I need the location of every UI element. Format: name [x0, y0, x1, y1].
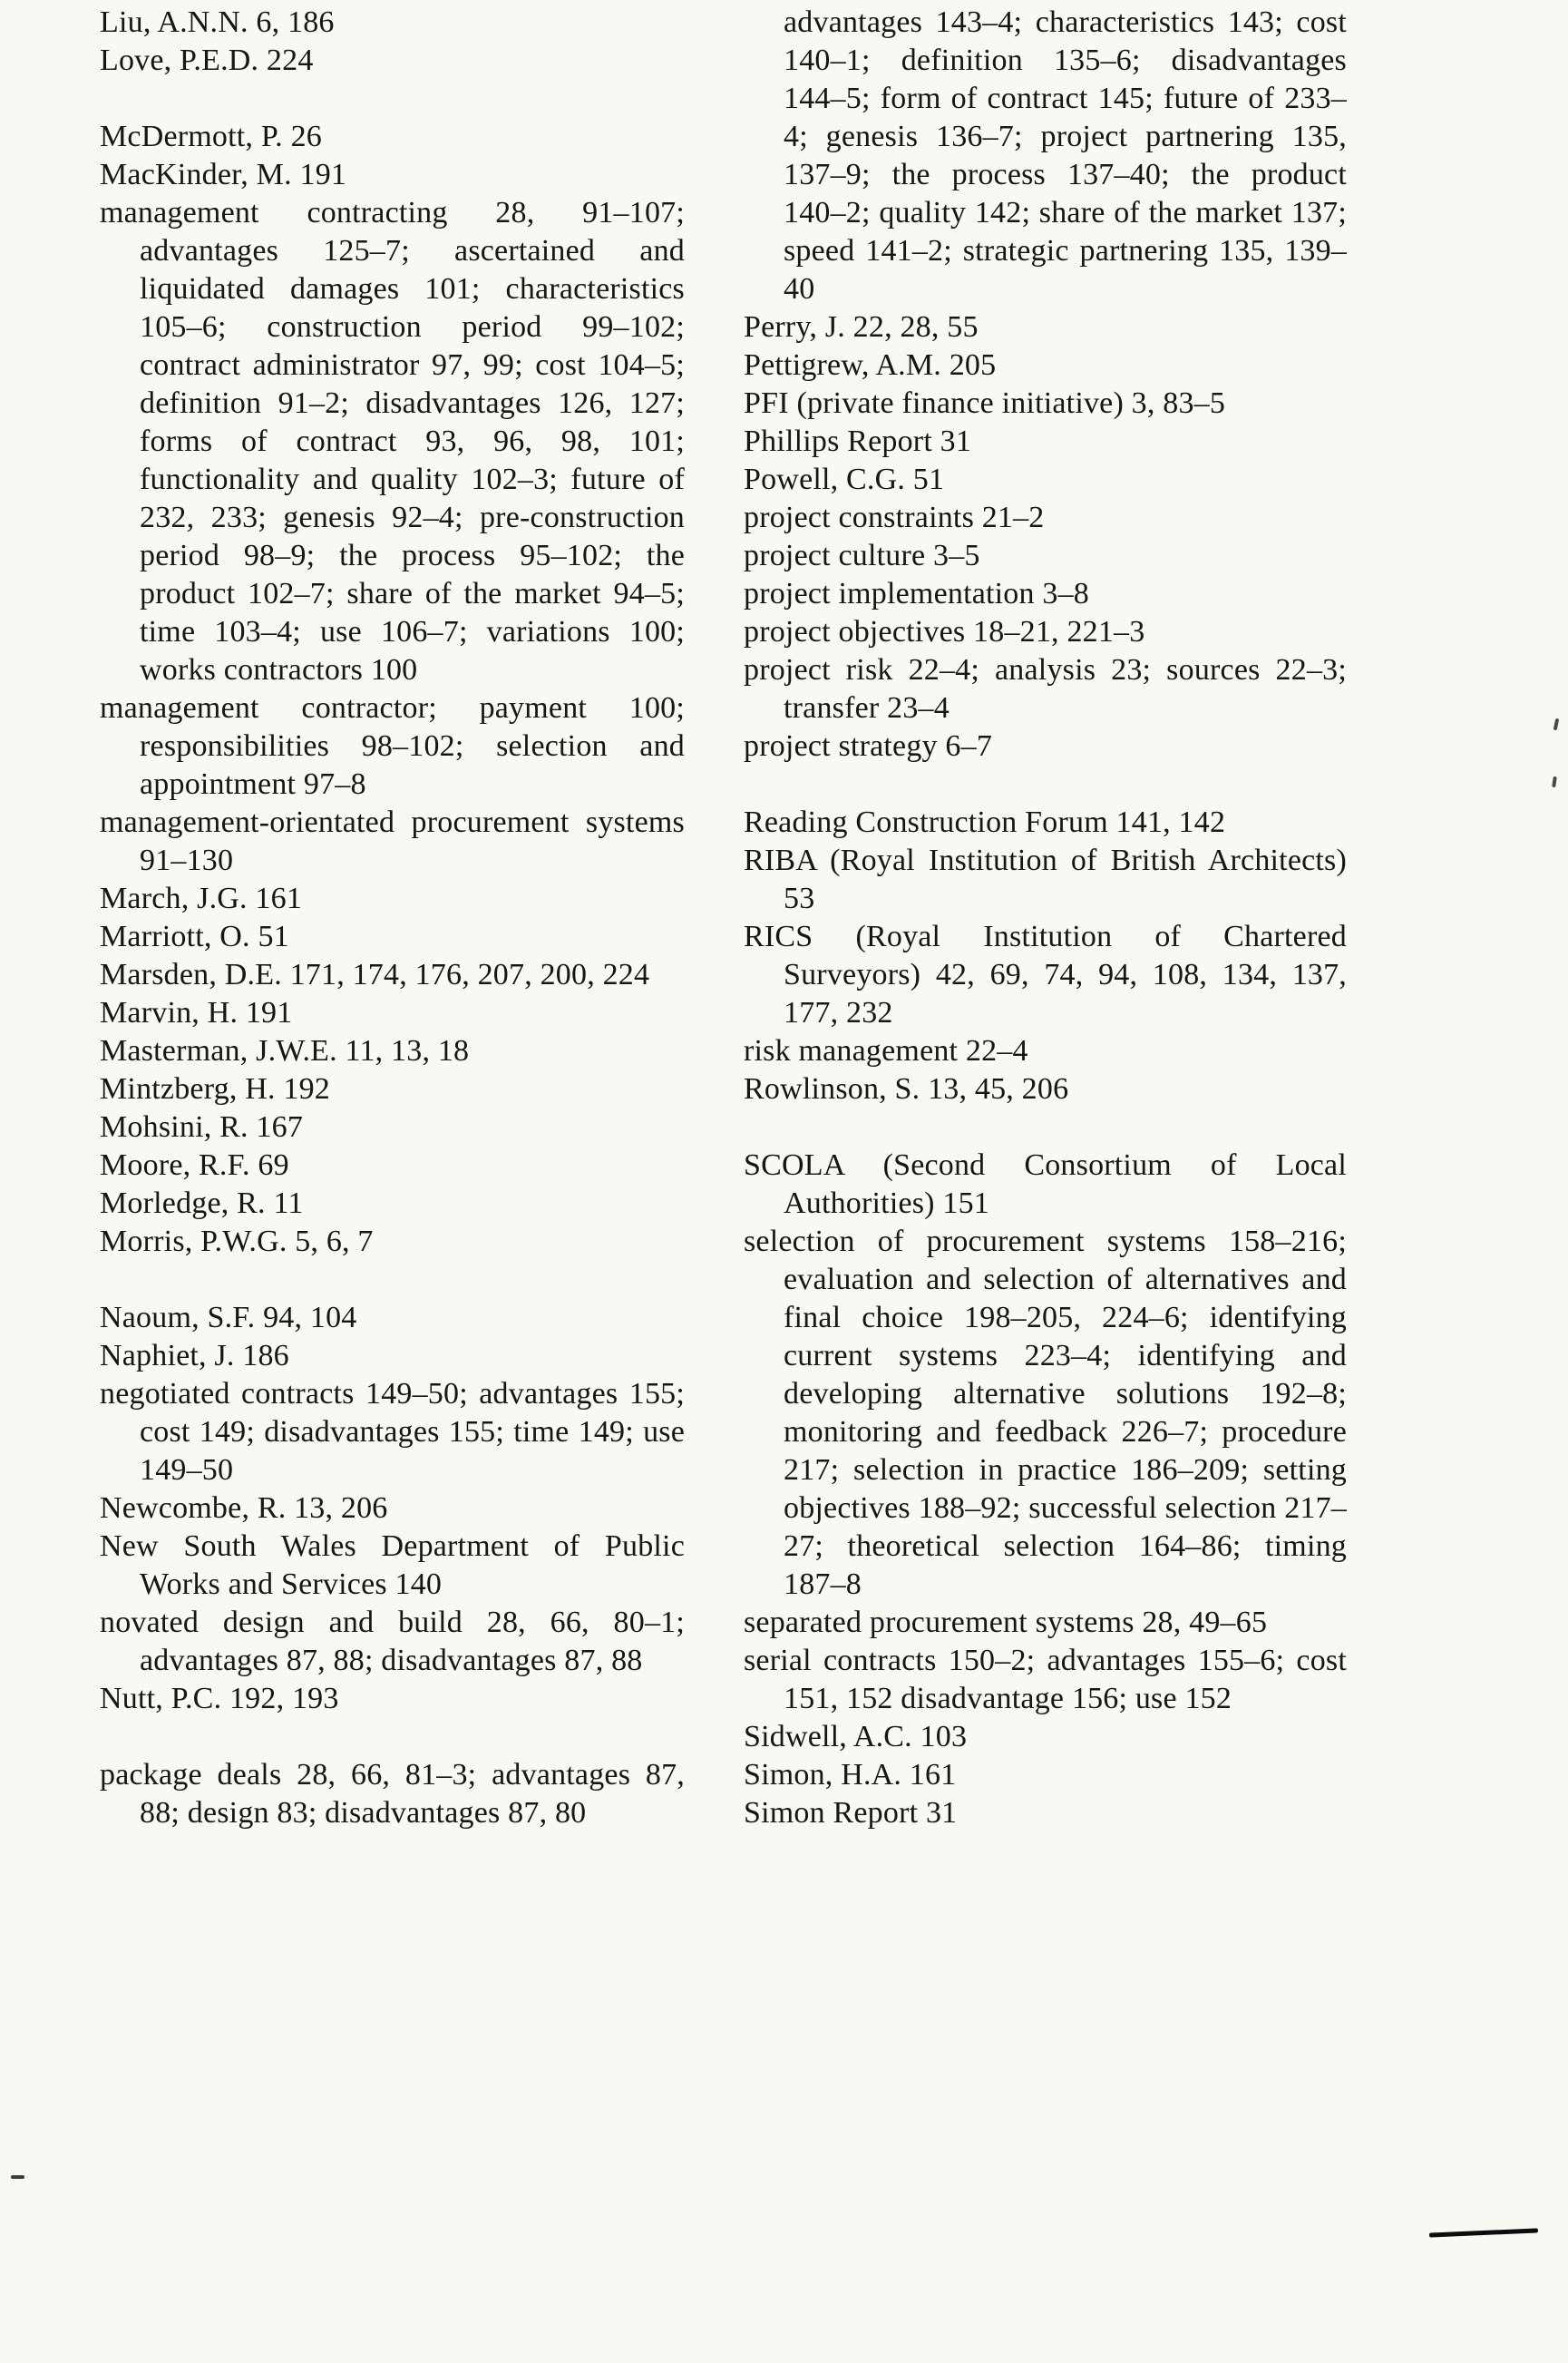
index-entry: risk management 22–4 — [744, 1034, 1028, 1068]
index-entry: Love, P.E.D. 224 — [100, 44, 314, 77]
index-entry: Nutt, P.C. 192, 193 — [100, 1682, 339, 1715]
index-entry: Mohsini, R. 167 — [100, 1110, 304, 1144]
index-entry: novated design and build 28, 66, 80–1; advantages 87, 88; disadvantages 87, 88 — [100, 1606, 685, 1677]
index-entry: Marvin, H. 191 — [100, 996, 293, 1030]
index-entry: project culture 3–5 — [744, 539, 980, 572]
index-group — [744, 4, 1347, 766]
index-entry: project strategy 6–7 — [744, 729, 993, 763]
index-entry: PFI (private finance initiative) 3, 83–5 — [744, 386, 1226, 420]
index-group — [100, 1299, 685, 1718]
index-entry: Marriott, O. 51 — [100, 920, 289, 953]
index-entry: management-orientated procurement systems 91–130 — [100, 806, 685, 877]
index-group — [100, 118, 685, 1261]
index-entry: Sidwell, A.C. 103 — [744, 1720, 968, 1753]
index-entry: Perry, J. 22, 28, 55 — [744, 310, 979, 344]
index-group — [744, 1147, 1347, 1832]
index-entry: Moore, R.F. 69 — [100, 1148, 289, 1182]
index-entry: Mintzberg, H. 192 — [100, 1072, 330, 1106]
index-entry: New South Wales Department of Public Works and Services 140 — [100, 1529, 685, 1601]
scan-artifact-dash — [11, 2175, 24, 2179]
index-group — [100, 1756, 685, 1832]
index-entry: RICS (Royal Institution of Chartered Surveyors) 42, 69, 74, 94, 108, 134, 137, 177, 232 — [744, 920, 1347, 1030]
index-column-left — [100, 4, 685, 1832]
index-entry: package deals 28, 66, 81–3; advantages 87, 88; design 83; disadvantages 87, 80 — [100, 1758, 685, 1830]
index-entry: Simon, H.A. 161 — [744, 1758, 957, 1792]
index-entry: Naoum, S.F. 94, 104 — [100, 1301, 357, 1334]
index-entry: Morris, P.W.G. 5, 6, 7 — [100, 1225, 374, 1258]
index-entry: McDermott, P. 26 — [100, 120, 322, 153]
index-entry: management contractor; payment 100; responsibilities 98–102; selection and appointment 97–8 — [100, 691, 685, 801]
index-entry: negotiated contracts 149–50; advantages 155; cost 149; disadvantages 155; time 149; use 149–50 — [100, 1377, 685, 1487]
scan-artifact-tick — [1553, 718, 1560, 731]
index-entry: Simon Report 31 — [744, 1796, 958, 1830]
index-entry: SCOLA (Second Consortium of Local Authorities) 151 — [744, 1148, 1347, 1220]
index-entry: selection of procurement systems 158–216; evaluation and selection of alternatives and final choice 198–205, 224–6; identifying current systems 223–4; identifying and developing alternative solutions 192–8; monitoring and feedback 226–7; procedure 217; selection in practice 186–209; setting objectives 188–92; successful selection 217–27; theoretical selection 164–86; timing 187–8 — [744, 1225, 1347, 1601]
index-entry: management contracting 28, 91–107; advantages 125–7; ascertained and liquidated damages 101; characteristics 105–6; construction period 99–102; contract administrator 97, 99; cost 104–5; definition 91–2; disadvantages 126, 127; forms of contract 93, 96, 98, 101; functionality and quality 102–3; future of 232, 233; genesis 92–4; pre-construction period 98–9; the process 95–102; the product 102–7; share of the market 94–5; time 103–4; use 106–7; variations 100; works contractors 100 — [100, 196, 685, 687]
index-entry-continuation: advantages 143–4; characteristics 143; cost 140–1; definition 135–6; disadvantages 144–5; form of contract 145; future of 233–4; genesis 136–7; project partnering 135, 137–9; the process 137–40; the product 140–2; quality 142; share of the market 137; speed 141–2; strategic partnering 135, 139–40 — [784, 5, 1347, 306]
index-entry: RIBA (Royal Institution of British Architects) 53 — [744, 844, 1347, 915]
index-entry: Newcombe, R. 13, 206 — [100, 1491, 388, 1525]
scan-artifact-tick — [1552, 776, 1557, 787]
index-entry: project constraints 21–2 — [744, 501, 1045, 534]
index-entry: MacKinder, M. 191 — [100, 158, 347, 191]
index-entry: Rowlinson, S. 13, 45, 206 — [744, 1072, 1069, 1106]
index-entry: Liu, A.N.N. 6, 186 — [100, 5, 335, 39]
index-entry: serial contracts 150–2; advantages 155–6; cost 151, 152 disadvantage 156; use 152 — [744, 1644, 1347, 1715]
index-entry: separated procurement systems 28, 49–65 — [744, 1606, 1268, 1639]
index-entry: Masterman, J.W.E. 11, 13, 18 — [100, 1034, 470, 1068]
index-entry: project risk 22–4; analysis 23; sources 22–3; transfer 23–4 — [744, 653, 1347, 725]
index-entry: Naphiet, J. 186 — [100, 1339, 289, 1372]
index-column-right — [744, 4, 1347, 1832]
index-entry: Phillips Report 31 — [744, 425, 972, 458]
index-entry: March, J.G. 161 — [100, 882, 303, 915]
index-group — [744, 804, 1347, 1108]
index-entry: Morledge, R. 11 — [100, 1186, 304, 1220]
index-group — [100, 4, 685, 80]
index-entry: Marsden, D.E. 171, 174, 176, 207, 200, 224 — [100, 958, 650, 991]
index-entry: project implementation 3–8 — [744, 577, 1089, 610]
index-entry: project objectives 18–21, 221–3 — [744, 615, 1145, 649]
index-entry: Powell, C.G. 51 — [744, 463, 945, 496]
index-entry: Pettigrew, A.M. 205 — [744, 348, 997, 382]
scan-artifact-line — [1429, 2228, 1538, 2237]
index-entry: Reading Construction Forum 141, 142 — [744, 806, 1226, 839]
